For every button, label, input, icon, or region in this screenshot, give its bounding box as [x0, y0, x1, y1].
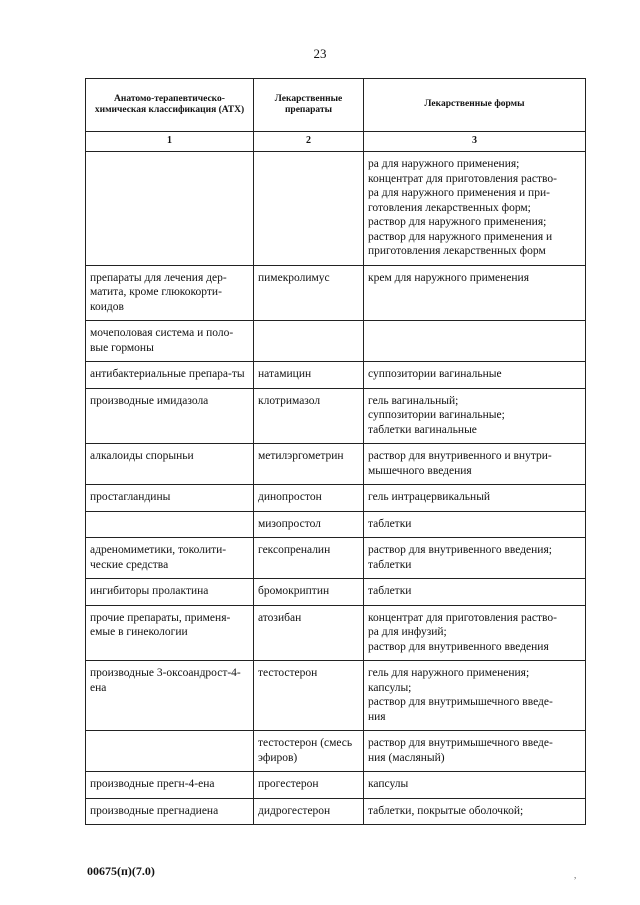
column-number-2: 2 — [254, 132, 364, 152]
drug-cell: тестостерон (смесь эфиров) — [254, 731, 364, 772]
form-line: приготовления лекарственных форм — [368, 245, 546, 257]
atx-cell: простагландины — [86, 485, 254, 512]
form-line: ра для наружного применения; — [368, 158, 520, 170]
form-line: капсулы; — [368, 681, 412, 694]
table-row — [86, 388, 586, 444]
table-row — [86, 731, 586, 772]
drug-cell: дидрогестерон — [254, 798, 364, 825]
atx-cell: производные имидазола — [86, 388, 254, 444]
form-line: раствор для внутривенного введения; — [368, 544, 552, 556]
atx-cell: производные 3-оксоандрост-4-ена — [86, 661, 254, 731]
corner-mark: , — [574, 870, 577, 880]
drug-cell: динопростон — [254, 485, 364, 512]
form-line: таблетки вагинальные — [368, 423, 477, 436]
forms-cell — [364, 538, 586, 579]
form-line: раствор для внутривенного и внутри- — [368, 450, 552, 462]
form-line: концентрат для приготовления раство- — [368, 172, 557, 185]
drug-cell: мизопростол — [254, 511, 364, 538]
table-header-row — [86, 79, 586, 132]
forms-cell — [364, 152, 586, 266]
form-line: ния — [368, 710, 386, 723]
atx-cell — [86, 731, 254, 772]
forms-cell — [364, 362, 586, 389]
drug-cell: бромокриптин — [254, 579, 364, 606]
document-code: 00675(п)(7.0) — [87, 864, 155, 878]
table-row — [86, 579, 586, 606]
forms-cell — [364, 605, 586, 661]
forms-cell — [364, 444, 586, 485]
form-line: капсулы — [368, 778, 409, 790]
form-line: гель интрацервикальный — [368, 491, 491, 503]
forms-cell — [364, 511, 586, 538]
forms-cell — [364, 731, 586, 772]
form-line: раствор для внутривенного введения — [368, 640, 549, 653]
atx-cell: прочие препараты, применя-емые в гинекологии — [86, 605, 254, 661]
table-row — [86, 362, 586, 389]
table-row — [86, 538, 586, 579]
table-row — [86, 152, 586, 266]
form-line: таблетки — [368, 585, 412, 597]
drug-cell: прогестерон — [254, 772, 364, 799]
form-line: гель для наружного применения; — [368, 667, 530, 679]
form-line: концентрат для приготовления раство- — [368, 611, 557, 624]
atx-cell: мочеполовая система и поло-вые гормоны — [86, 321, 254, 362]
header-atx: Анатомо-терапевтическо-химическая классификация (АТХ) — [86, 79, 254, 132]
form-line: раствор для наружного применения и — [368, 230, 553, 243]
column-number-row — [86, 132, 586, 152]
drug-cell: атозибан — [254, 605, 364, 661]
form-line: мышечного введения — [368, 464, 472, 477]
forms-cell — [364, 265, 586, 321]
table-row — [86, 321, 586, 362]
table-row — [86, 485, 586, 512]
column-number-1: 1 — [86, 132, 254, 152]
table-row — [86, 772, 586, 799]
table-row — [86, 444, 586, 485]
page-number: 23 — [313, 46, 327, 61]
forms-cell — [364, 321, 586, 362]
drug-cell: метилэргометрин — [254, 444, 364, 485]
atx-cell: производные прегнадиена — [86, 798, 254, 825]
form-line: крем для наружного применения — [368, 271, 530, 284]
atx-cell: ингибиторы пролактина — [86, 579, 254, 606]
forms-cell — [364, 485, 586, 512]
atx-cell — [86, 152, 254, 266]
drug-classification-table — [85, 78, 586, 825]
atx-cell: производные прегн-4-ена — [86, 772, 254, 799]
drug-cell: пимекролимус — [254, 265, 364, 321]
drug-cell: гексопреналин — [254, 538, 364, 579]
table-row — [86, 661, 586, 731]
drug-cell — [254, 152, 364, 266]
forms-cell — [364, 798, 586, 825]
table-row — [86, 798, 586, 825]
form-line: ра для инфузий; — [368, 626, 447, 638]
form-line: гель вагинальный; — [368, 394, 459, 407]
header-forms: Лекарственные формы — [364, 79, 586, 132]
drug-cell: натамицин — [254, 362, 364, 389]
forms-cell — [364, 579, 586, 606]
form-line: ния (масляный) — [368, 751, 445, 764]
form-line: раствор для внутримышечного введе- — [368, 696, 553, 708]
column-number-3: 3 — [364, 132, 586, 152]
atx-cell: адреномиметики, токолити-ческие средства — [86, 538, 254, 579]
forms-cell — [364, 661, 586, 731]
form-line: таблетки, покрытые оболочкой; — [368, 804, 524, 817]
table-row — [86, 265, 586, 321]
form-line: суппозитории вагинальные — [368, 368, 502, 380]
forms-cell — [364, 388, 586, 444]
form-line: таблетки — [368, 558, 412, 571]
table-row — [86, 511, 586, 538]
form-line: готовления лекарственных форм; — [368, 201, 531, 214]
form-line: суппозитории вагинальные; — [368, 409, 505, 421]
form-line: таблетки — [368, 517, 412, 530]
atx-cell — [86, 511, 254, 538]
table-row — [86, 605, 586, 661]
drug-cell — [254, 321, 364, 362]
drug-cell: клотримазол — [254, 388, 364, 444]
form-line: раствор для наружного применения; — [368, 216, 547, 228]
atx-cell: препараты для лечения дер-матита, кроме глюкокорти-коидов — [86, 265, 254, 321]
form-line: раствор для внутримышечного введе- — [368, 737, 553, 749]
forms-cell — [364, 772, 586, 799]
form-line: ра для наружного применения и при- — [368, 187, 550, 199]
drug-cell: тестостерон — [254, 661, 364, 731]
header-drugs: Лекарственные препараты — [254, 79, 364, 132]
atx-cell: алкалоиды спорыньи — [86, 444, 254, 485]
atx-cell: антибактериальные препара-ты — [86, 362, 254, 389]
